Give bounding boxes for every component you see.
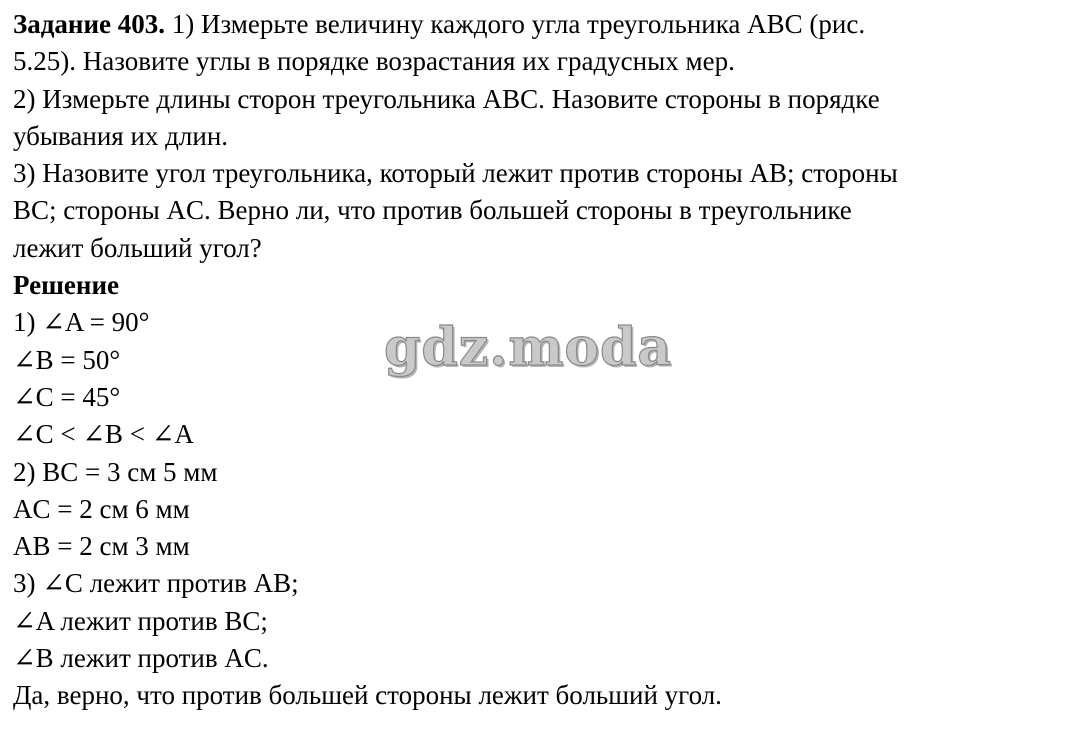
solution-line-6: AC = 2 см 6 мм [13, 493, 190, 524]
solution-line-9: ∠A лежит против BC; [13, 605, 268, 636]
task-text-1: 1) Измерьте величину каждого угла треугольника ABC (рис. [165, 9, 866, 39]
task-line-7: лежит больший угол? [13, 232, 262, 263]
solution-heading: Решение [13, 270, 119, 301]
solution-line-7: AB = 2 см 3 мм [13, 531, 190, 562]
solution-line-4: ∠C < ∠B < ∠A [13, 419, 194, 450]
solution-line-5: 2) BC = 3 см 5 мм [13, 456, 218, 487]
solution-line-2: ∠B = 50° [13, 344, 121, 375]
task-line-6: BC; стороны AC. Верно ли, что против большей стороны в треугольнике [13, 195, 852, 226]
task-label: Задание 403. [13, 9, 166, 39]
task-line-2: 5.25). Назовите углы в порядке возрастания их градусных мер. [13, 46, 735, 77]
watermark-logo: gdz.moda [384, 317, 673, 378]
task-line-1 [13, 6, 1075, 43]
task-line-3: 2) Измерьте длины сторон треугольника ABC. Назовите стороны в порядке [13, 83, 880, 114]
solution-line-10: ∠B лежит против AC. [13, 643, 269, 674]
task-line-4: убывания их длин. [13, 120, 229, 151]
solution-line-3: ∠C = 45° [13, 381, 121, 412]
solution-line-1: 1) ∠A = 90° [13, 307, 150, 338]
solution-line-8: 3) ∠C лежит против AB; [13, 568, 299, 599]
task-line-5: 3) Назовите угол треугольника, который лежит против стороны AB; стороны [13, 158, 898, 189]
solution-line-11: Да, верно, что против большей стороны лежит больший угол. [13, 680, 722, 711]
